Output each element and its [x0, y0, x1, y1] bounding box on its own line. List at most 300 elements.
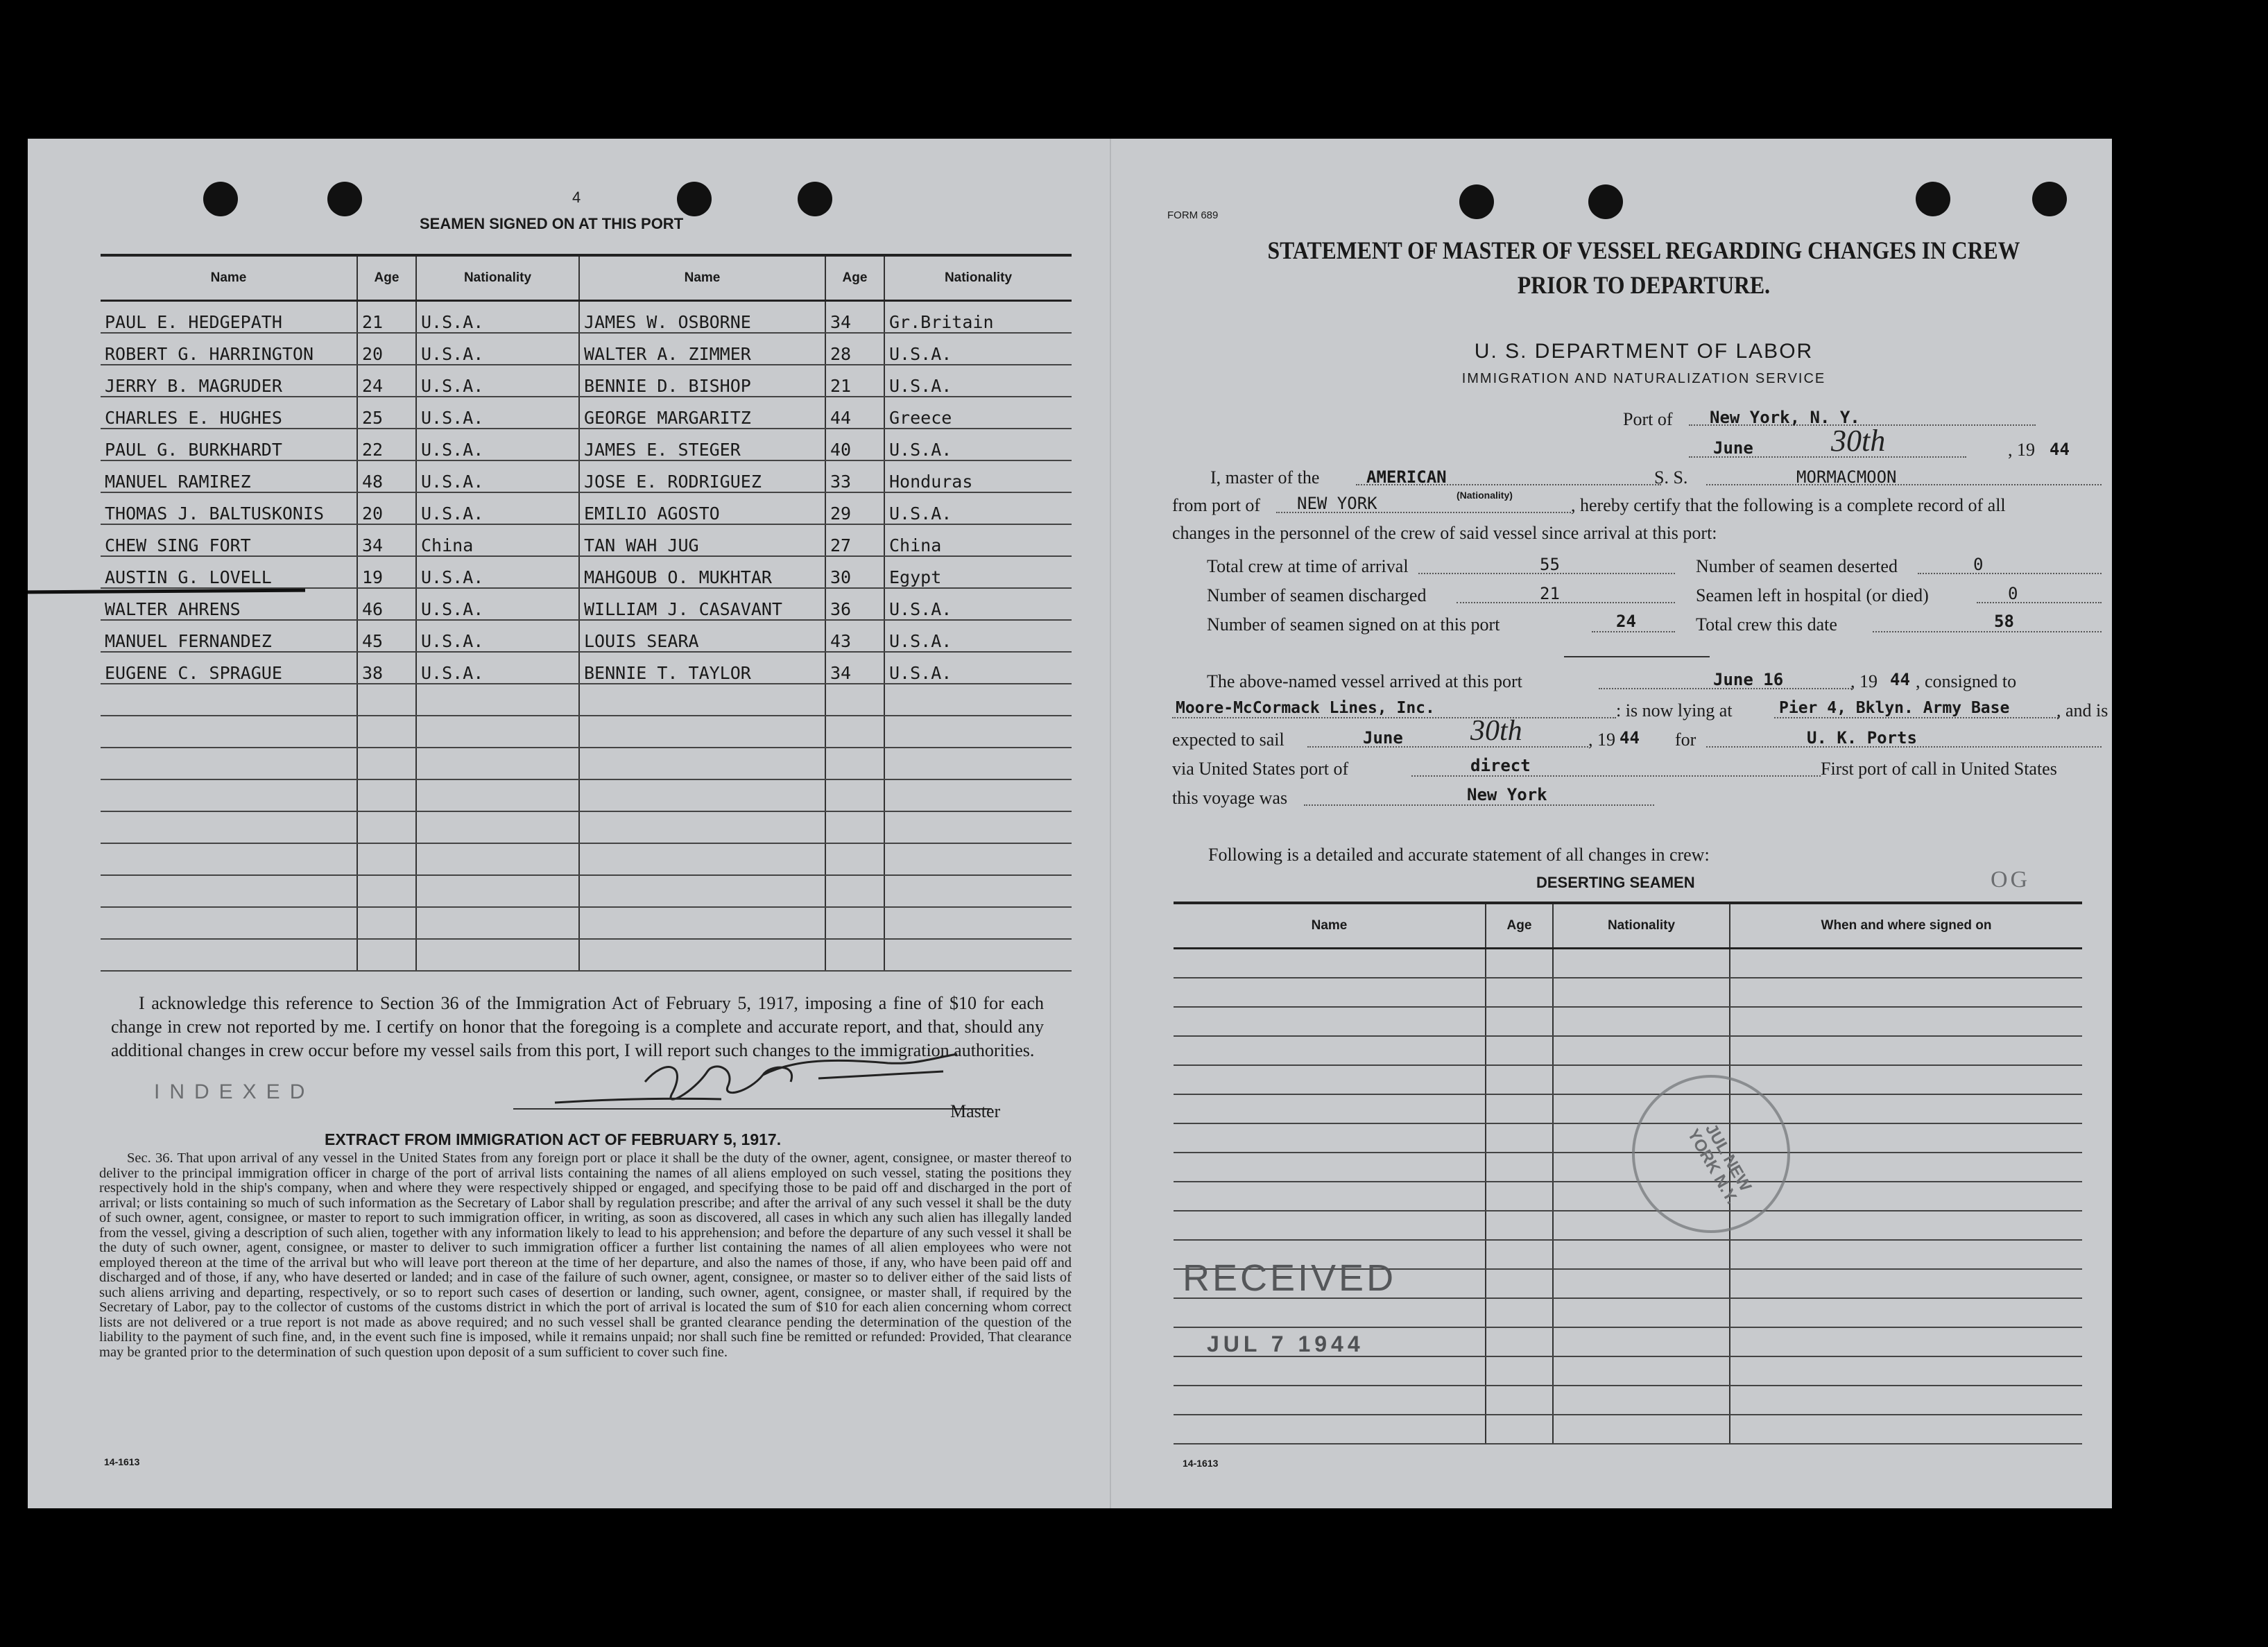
deserted-label: Number of seamen deserted [1696, 556, 1898, 576]
punch-hole [2032, 182, 2067, 216]
via-value: direct [1470, 756, 1531, 775]
crew-name-cell: WALTER A. ZIMMER [579, 333, 825, 365]
hospital-value: 0 [2008, 584, 2018, 603]
crew-nationality-cell [416, 748, 579, 779]
crew-name-cell: EMILIO AGOSTO [579, 492, 825, 524]
crew-age-cell [357, 875, 416, 907]
deserting-blank-cell [1486, 1211, 1553, 1240]
table-row [101, 333, 1072, 365]
crew-nationality-cell: U.S.A. [416, 492, 579, 524]
crew-name-cell: BENNIE D. BISHOP [579, 365, 825, 397]
crew-nationality-cell: China [416, 524, 579, 556]
deserting-blank-cell [1553, 1298, 1730, 1327]
port-of-value: New York, N. Y. [1710, 408, 1860, 427]
crew-age-cell [825, 716, 884, 748]
crew-name-cell: LOUIS SEARA [579, 620, 825, 652]
crew-age-cell: 44 [825, 397, 884, 429]
crew-age-cell [825, 843, 884, 875]
consigned-label: , consigned to [1916, 671, 2017, 691]
crew-name-cell: GEORGE MARGARITZ [579, 397, 825, 429]
crew-age-cell: 34 [825, 652, 884, 684]
crew-age-cell: 43 [825, 620, 884, 652]
crew-age-cell: 48 [357, 460, 416, 492]
table-row [101, 620, 1072, 652]
crew-name-cell: PAUL G. BURKHARDT [101, 429, 357, 460]
document-sheet [28, 139, 2112, 1508]
section-divider [1564, 656, 1710, 657]
table-row [101, 684, 1072, 716]
deserting-blank-cell [1174, 978, 1486, 1007]
discharged-label: Number of seamen discharged [1207, 585, 1427, 605]
first-port-label: First port of call in United States [1821, 759, 2057, 779]
total-crew-date-line [1873, 631, 2102, 632]
discharged-line [1457, 602, 1675, 603]
crew-nationality-cell: U.S.A. [416, 588, 579, 620]
master-of-label: I, master of the [1210, 467, 1320, 488]
crew-age-cell: 27 [825, 524, 884, 556]
crew-nationality-cell [884, 875, 1072, 907]
crew-nationality-cell [416, 907, 579, 939]
crew-age-cell [825, 811, 884, 843]
table-row [101, 748, 1072, 779]
deserting-table-row [1174, 1356, 2082, 1386]
lying-value: Pier 4, Bklyn. Army Base [1779, 699, 2010, 717]
crew-name-cell [101, 875, 357, 907]
crew-name-cell: WALTER AHRENS [101, 588, 357, 620]
deserting-table [1174, 902, 2082, 1445]
crew-name-cell: MANUEL RAMIREZ [101, 460, 357, 492]
deserting-header-name: Name [1174, 903, 1486, 949]
table-row [101, 875, 1072, 907]
crew-age-cell: 19 [357, 556, 416, 588]
form-number: FORM 689 [1167, 209, 1219, 221]
crew-nationality-cell: China [884, 524, 1072, 556]
crew-name-cell: TAN WAH JUG [579, 524, 825, 556]
sail-month: June [1363, 728, 1403, 748]
deserting-table-row [1174, 1182, 2082, 1211]
table-row [101, 907, 1072, 939]
table-row [101, 524, 1072, 556]
crew-name-cell: THOMAS J. BALTUSKONIS [101, 492, 357, 524]
crew-nationality-cell [884, 843, 1072, 875]
crew-name-cell: JAMES E. STEGER [579, 429, 825, 460]
crew-name-cell: AUSTIN G. LOVELL [101, 556, 357, 588]
deserting-blank-cell [1553, 949, 1730, 978]
deserting-blank-cell [1486, 1182, 1553, 1211]
expected-sail-line [1307, 746, 1588, 748]
crew-age-cell: 36 [825, 588, 884, 620]
deserting-blank-cell [1486, 1240, 1553, 1269]
table-row [101, 492, 1072, 524]
crew-age-cell: 34 [825, 301, 884, 334]
table-row [101, 397, 1072, 429]
crew-nationality-cell [416, 779, 579, 811]
deserting-header-row [1174, 903, 2082, 949]
deserting-table-row [1174, 1211, 2082, 1240]
crew-age-cell [357, 811, 416, 843]
left-form-code: 14-1613 [104, 1456, 140, 1467]
crew-nationality-cell [884, 716, 1072, 748]
crew-nationality-cell [884, 779, 1072, 811]
sail-year: 44 [1620, 728, 1640, 748]
crew-name-cell [579, 684, 825, 716]
crew-name-cell: PAUL E. HEDGEPATH [101, 301, 357, 334]
table-row [101, 811, 1072, 843]
deserting-blank-cell [1174, 1356, 1486, 1386]
lying-label: : is now lying at [1616, 700, 1733, 721]
crew-name-cell [101, 907, 357, 939]
deserting-blank-cell [1486, 1356, 1553, 1386]
crew-nationality-cell [416, 875, 579, 907]
form-title-line-1: STATEMENT OF MASTER OF VESSEL REGARDING CHANGES IN CREW [1267, 236, 2020, 264]
deserting-heading: DESERTING SEAMEN [1536, 874, 1695, 891]
deserted-line [1918, 573, 2102, 574]
deserting-blank-cell [1730, 949, 2082, 978]
crew-age-cell: 25 [357, 397, 416, 429]
extract-heading: EXTRACT FROM IMMIGRATION ACT OF FEBRUARY 5, 1917. [325, 1130, 782, 1148]
deserting-table-row [1174, 978, 2082, 1007]
punch-hole [1588, 184, 1623, 219]
deserting-blank-cell [1730, 1007, 2082, 1036]
crew-age-cell [825, 939, 884, 971]
deserting-blank-cell [1174, 1094, 1486, 1123]
crew-age-cell [357, 939, 416, 971]
voyage-value: New York [1467, 785, 1547, 804]
date-year-prefix: , 19 [2008, 440, 2035, 460]
deserting-blank-cell [1730, 1269, 2082, 1298]
deserting-table-row [1174, 949, 2082, 978]
deserting-blank-cell [1730, 978, 2082, 1007]
punch-hole [327, 182, 362, 216]
crew-name-cell [101, 939, 357, 971]
crew-nationality-cell: U.S.A. [884, 365, 1072, 397]
crew-age-cell [357, 907, 416, 939]
deserting-blank-cell [1486, 1094, 1553, 1123]
crew-nationality-cell: U.S.A. [416, 556, 579, 588]
service-name: IMMIGRATION AND NATURALIZATION SERVICE [1461, 371, 1826, 386]
expected-sail-label: expected to sail [1172, 730, 1285, 750]
deserting-blank-cell [1174, 1153, 1486, 1182]
arrived-label: The above-named vessel arrived at this port [1207, 671, 1522, 691]
crew-nationality-cell [884, 939, 1072, 971]
consignee-line [1172, 717, 1616, 718]
crew-age-cell: 21 [357, 301, 416, 334]
crew-age-cell: 29 [825, 492, 884, 524]
crew-name-cell: CHARLES E. HUGHES [101, 397, 357, 429]
extract-text: Sec. 36. That upon arrival of any vessel in the United States from any foreign port or place it shall be the duty of the owner, agent, consignee, or master thereof to deliver to the principal immigration officer in charge of the port of arrival lists containing the names of all aliens employed on such vessel, stating the positions they respectively hold in the ship's company, when and where they were respectively shipped or engaged, and specifying those to be paid off and discharged in the port of arrival; or lists containing so much of such information as the Secretary of Labor shall by regulation prescribe; and after the arrival of any such vessel it shall be the duty of such owner, agent, consignee, or master to report to such immigration officer, in writing, as soon as discovered, all cases in which any such alien has illegally landed from the vessel, giving a description of such alien, together with any information likely to lead to his apprehension; and before the departure of any such vessel it shall be the duty of such owner, agent, consignee, or master to deliver to such immigration officer a further list containing the names of all alien employees who were not employed thereon at the time of the arrival but who will leave port thereon at the time of her departure, and also the names of those, if any, who have been paid off and discharged and of those, if any, who have deserted or landed; and in case of the failure of such owner, agent, consignee, or master so to deliver either of the said lists of such aliens arriving and departing, respectively, or so to report such cases of desertion or landing, such owner, agent, consignee, or master shall, if required by the Secretary of Labor, pay to the collector of customs of the customs district in which the port of arrival is located the sum of $10 for each alien concerning whom correct lists are not delivered or a true report is not made as above required; and no such vessel shall be granted clearance pending the determination of the question of the liability to the payment of such fine, and, in the event such fine is imposed, while it remains unpaid; nor shall such fine be remitted or refunded: Provided, That clearance may be granted prior to the determination of such question upon deposit of a sum sufficient to cover such fine. [99, 1150, 1072, 1360]
crew-nationality-cell: U.S.A. [416, 429, 579, 460]
master-signature [527, 1044, 971, 1127]
table-row [101, 301, 1072, 334]
deserting-blank-cell [1174, 1123, 1486, 1153]
deserting-table-row [1174, 1007, 2082, 1036]
voyage-line [1304, 804, 1654, 806]
deserting-blank-cell [1486, 949, 1553, 978]
from-port-value: NEW YORK [1297, 494, 1377, 513]
deserting-blank-cell [1486, 1065, 1553, 1094]
certify-text-a: , hereby certify that the following is a complete record of all [1571, 495, 2006, 515]
crew-nationality-cell: U.S.A. [884, 333, 1072, 365]
deserting-table-row [1174, 1415, 2082, 1444]
date-year: 44 [2050, 440, 2070, 459]
crew-name-cell [101, 779, 357, 811]
deserting-blank-cell [1174, 1386, 1486, 1415]
crew-name-cell [579, 811, 825, 843]
crew-name-cell [101, 811, 357, 843]
crew-name-cell: CHEW SING FORT [101, 524, 357, 556]
crew-nationality-cell: U.S.A. [884, 588, 1072, 620]
deserting-blank-cell [1553, 1240, 1730, 1269]
crew-name-cell: JERRY B. MAGRUDER [101, 365, 357, 397]
crew-nationality-cell [884, 811, 1072, 843]
column-header-age: Age [825, 255, 884, 301]
deserting-blank-cell [1730, 1386, 2082, 1415]
crew-age-cell: 21 [825, 365, 884, 397]
crew-name-cell [579, 907, 825, 939]
crew-nationality-cell: Greece [884, 397, 1072, 429]
crew-nationality-cell: Honduras [884, 460, 1072, 492]
department-name: U. S. DEPARTMENT OF LABOR [1474, 340, 1814, 363]
via-label: via United States port of [1172, 759, 1349, 779]
crew-age-cell [357, 716, 416, 748]
master-signature-line [513, 1108, 992, 1110]
deserting-blank-cell [1553, 1415, 1730, 1444]
crew-age-cell: 28 [825, 333, 884, 365]
crew-age-cell: 34 [357, 524, 416, 556]
deserting-blank-cell [1730, 1240, 2082, 1269]
sail-year-prefix: , 19 [1588, 730, 1615, 750]
table-row [101, 556, 1072, 588]
punch-hole [798, 182, 832, 216]
deserting-blank-cell [1486, 1036, 1553, 1065]
deserting-blank-cell [1553, 1036, 1730, 1065]
crew-age-cell [825, 748, 884, 779]
crew-age-cell [825, 684, 884, 716]
crew-nationality-cell: U.S.A. [416, 620, 579, 652]
total-crew-arrival-value: 55 [1540, 555, 1560, 574]
ship-name: MORMACMOON [1796, 467, 1897, 487]
column-header-name: Name [101, 255, 357, 301]
crew-nationality-cell: U.S.A. [416, 365, 579, 397]
crew-nationality-cell: U.S.A. [884, 492, 1072, 524]
port-of-label: Port of [1623, 409, 1673, 429]
crew-nationality-cell [416, 716, 579, 748]
deserting-header-signed-on: When and where signed on [1730, 903, 2082, 949]
deserting-table-row [1174, 1298, 2082, 1327]
crew-name-cell [101, 716, 357, 748]
right-form-code: 14-1613 [1183, 1458, 1219, 1469]
column-header-nationality: Nationality [884, 255, 1072, 301]
crew-age-cell: 20 [357, 492, 416, 524]
crew-nationality-cell [416, 811, 579, 843]
crew-name-cell [579, 716, 825, 748]
table-row [101, 939, 1072, 971]
following-text: Following is a detailed and accurate statement of all changes in crew: [1208, 845, 1710, 865]
crew-age-cell [357, 843, 416, 875]
deserting-blank-cell [1174, 1211, 1486, 1240]
table-row [101, 365, 1072, 397]
deserting-header-age: Age [1486, 903, 1553, 949]
crew-age-cell: 46 [357, 588, 416, 620]
total-crew-date-value: 58 [1994, 612, 2014, 631]
deserting-blank-cell [1486, 1415, 1553, 1444]
deserting-blank-cell [1486, 978, 1553, 1007]
deserting-blank-cell [1553, 1386, 1730, 1415]
hospital-label: Seamen left in hospital (or died) [1696, 585, 1929, 605]
crew-nationality-cell: U.S.A. [884, 652, 1072, 684]
table-row [101, 588, 1072, 620]
master-label: Master [950, 1101, 1001, 1121]
signed-on-value: 24 [1616, 612, 1636, 631]
deserting-blank-cell [1730, 1327, 2082, 1356]
deserted-value: 0 [1973, 555, 1984, 574]
crew-nationality-cell: U.S.A. [416, 333, 579, 365]
crew-nationality-cell [884, 684, 1072, 716]
destination-value: U. K. Ports [1807, 728, 1917, 748]
crew-nationality-cell: Egypt [884, 556, 1072, 588]
deserting-blank-cell [1486, 1123, 1553, 1153]
table-row [101, 779, 1072, 811]
deserting-blank-cell [1486, 1386, 1553, 1415]
crew-name-cell [101, 748, 357, 779]
deserting-blank-cell [1174, 1182, 1486, 1211]
crew-nationality-cell [416, 684, 579, 716]
signed-on-label: Number of seamen signed on at this port [1207, 614, 1500, 635]
crew-age-cell: 40 [825, 429, 884, 460]
ship-name-line [1706, 484, 2102, 485]
deserting-blank-cell [1553, 1269, 1730, 1298]
crew-name-cell: JAMES W. OSBORNE [579, 301, 825, 334]
table-row [101, 652, 1072, 684]
deserting-blank-cell [1486, 1327, 1553, 1356]
punch-hole [1459, 184, 1494, 219]
deserting-blank-cell [1486, 1007, 1553, 1036]
deserting-blank-cell [1174, 1065, 1486, 1094]
crew-name-cell [579, 843, 825, 875]
crew-nationality-cell [884, 907, 1072, 939]
deserting-blank-cell [1553, 1356, 1730, 1386]
crew-age-cell [825, 875, 884, 907]
crew-name-cell [101, 684, 357, 716]
and-is-label: , and is [2056, 700, 2108, 721]
crew-age-cell [825, 907, 884, 939]
form-title-line-2: PRIOR TO DEPARTURE. [1517, 271, 1771, 299]
table-row [101, 460, 1072, 492]
crew-name-cell [579, 875, 825, 907]
sail-day-handwritten: 30th [1470, 715, 1522, 747]
table-row [101, 429, 1072, 460]
crew-name-cell [579, 748, 825, 779]
arrived-date: June 16 [1713, 670, 1784, 689]
date-month: June [1713, 438, 1753, 458]
crew-name-cell: BENNIE T. TAYLOR [579, 652, 825, 684]
punch-hole [203, 182, 238, 216]
deserting-blank-cell [1486, 1298, 1553, 1327]
deserting-blank-cell [1730, 1415, 2082, 1444]
deserting-blank-cell [1486, 1269, 1553, 1298]
crew-nationality-cell: Gr.Britain [884, 301, 1072, 334]
deserting-blank-cell [1730, 1094, 2082, 1123]
deserting-header-nationality: Nationality [1553, 903, 1730, 949]
column-header-age: Age [357, 255, 416, 301]
crew-age-cell: 33 [825, 460, 884, 492]
crew-name-cell: WILLIAM J. CASAVANT [579, 588, 825, 620]
deserting-blank-cell [1174, 949, 1486, 978]
deserting-blank-cell [1730, 1356, 2082, 1386]
total-crew-date-label: Total crew this date [1696, 614, 1837, 635]
column-header-nationality: Nationality [416, 255, 579, 301]
crew-nationality-cell [884, 748, 1072, 779]
deserting-blank-cell [1730, 1298, 2082, 1327]
date-day-handwritten: 30th [1831, 424, 1886, 458]
deserting-blank-cell [1730, 1065, 2082, 1094]
deserting-blank-cell [1553, 1007, 1730, 1036]
deserting-blank-cell [1486, 1153, 1553, 1182]
deserting-blank-cell [1174, 1298, 1486, 1327]
signed-on-line [1592, 631, 1675, 632]
deserting-table-row [1174, 1153, 2082, 1182]
for-label: for [1675, 730, 1696, 750]
crew-name-cell [579, 939, 825, 971]
voyage-label: this voyage was [1172, 788, 1288, 808]
arrived-year: 44 [1890, 670, 1910, 689]
lying-line [1774, 717, 2059, 718]
crew-name-cell: MANUEL FERNANDEZ [101, 620, 357, 652]
deserting-table-row [1174, 1036, 2082, 1065]
crew-nationality-cell: U.S.A. [884, 620, 1072, 652]
crew-nationality-cell: U.S.A. [416, 301, 579, 334]
nationality-caption: (Nationality) [1457, 490, 1513, 501]
deserting-blank-cell [1553, 1327, 1730, 1356]
crew-nationality-cell: U.S.A. [416, 460, 579, 492]
crew-name-cell [579, 779, 825, 811]
page-number: 4 [572, 189, 581, 206]
crew-age-cell: 20 [357, 333, 416, 365]
deserting-blank-cell [1174, 1415, 1486, 1444]
seamen-signed-heading: SEAMEN SIGNED ON AT THIS PORT [420, 215, 684, 232]
crew-name-cell: ROBERT G. HARRINGTON [101, 333, 357, 365]
indexed-stamp: INDEXED [154, 1080, 315, 1103]
received-stamp: RECEIVED [1183, 1257, 1397, 1299]
round-stamp-text: JUL NEW YORK N.Y. [1683, 1120, 1755, 1207]
margin-mark: OG [1991, 867, 2031, 893]
crew-age-cell: 24 [357, 365, 416, 397]
via-line [1411, 775, 1821, 777]
deserting-blank-cell [1730, 1036, 2082, 1065]
page-fold [1110, 139, 1111, 1508]
deserting-table-row [1174, 1123, 2082, 1153]
crew-age-cell [357, 684, 416, 716]
crew-age-cell: 45 [357, 620, 416, 652]
crew-age-cell: 22 [357, 429, 416, 460]
hospital-line [1977, 602, 2102, 603]
deserting-table-row [1174, 1386, 2082, 1415]
punch-hole [1916, 182, 1950, 216]
deserting-blank-cell [1730, 1211, 2082, 1240]
acknowledgement-text: I acknowledge this reference to Section 36 of the Immigration Act of February 5, 1917, imposing a fine of $10 for each change in crew not reported by me. I certify on honor that the foregoing is a complete and accurate report, and that, should any additional changes in crew occur before my vessel sails from this port, I will report such changes to the immigration authorities. [111, 993, 1044, 1060]
nationality-value: AMERICAN [1366, 467, 1447, 487]
certify-text-b: changes in the personnel of the crew of said vessel since arrival at this port: [1172, 523, 1717, 543]
deserting-blank-cell [1174, 1036, 1486, 1065]
crew-age-cell [357, 779, 416, 811]
deserting-blank-cell [1553, 978, 1730, 1007]
crew-age-cell: 38 [357, 652, 416, 684]
deserting-table-row [1174, 1094, 2082, 1123]
discharged-value: 21 [1540, 584, 1560, 603]
total-crew-arrival-label: Total crew at time of arrival [1207, 556, 1409, 576]
crew-nationality-cell: U.S.A. [884, 429, 1072, 460]
signed-on-table [101, 254, 1072, 972]
